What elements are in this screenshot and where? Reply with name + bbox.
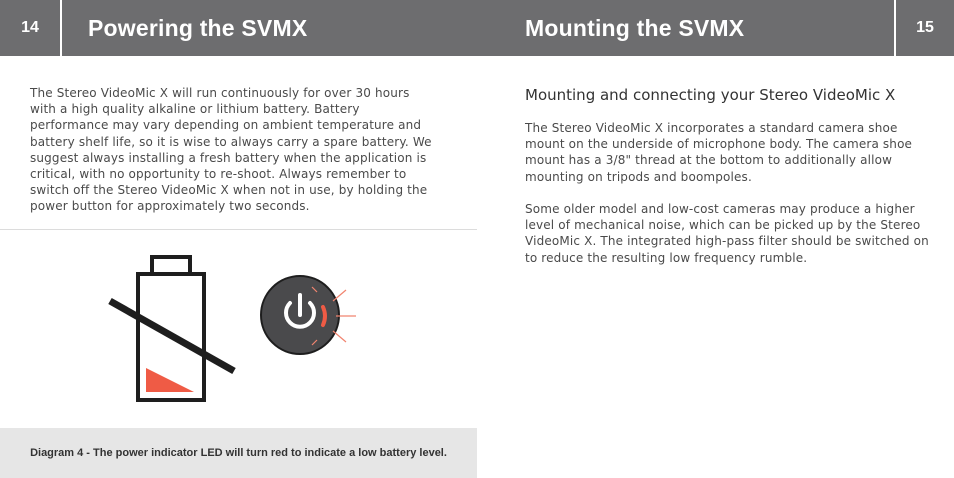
- mounting-paragraph-1: [525, 120, 930, 185]
- right-page-title: Mounting the SVMX: [525, 14, 745, 41]
- battery-paragraph-text: The Stereo VideoMic X will run continuously for over 30 hours with a high quality alkaline or lithium battery. Battery performance may vary depending on ambient temperature and battery shelf life, so it is wise to always carry a spare battery. We suggest always installing a fresh battery when the application is critical, with no opportunity to re-shoot. Always remember to switch off the Stereo VideoMic X when not in use, by holding the power button for approximately two seconds.: [30, 86, 432, 214]
- mounting-subheading: Mounting and connecting your Stereo VideoMic X: [525, 86, 896, 104]
- page-header: [0, 0, 954, 56]
- mounting-paragraph-1-text: The Stereo VideoMic X incorporates a standard camera shoe mount on the underside of microphone body. The camera shoe mount has a 3/8" thread at the bottom to additionally allow mounting on tripods and boompoles.: [525, 121, 913, 184]
- low-battery-diagram: [100, 245, 370, 410]
- diagram-caption-box: [0, 428, 477, 478]
- battery-icon: [110, 257, 234, 400]
- section-divider: [0, 229, 477, 230]
- left-page-number: 14: [0, 0, 62, 56]
- battery-strike-line: [110, 301, 234, 371]
- left-page-title: Powering the SVMX: [88, 14, 308, 41]
- power-button-icon: [261, 276, 356, 354]
- battery-paragraph: [30, 85, 435, 215]
- mounting-paragraph-2-text: Some older model and low-cost cameras may produce a higher level of mechanical noise, which can be picked up by the Stereo VideoMic X. The integrated high-pass filter should be switched on to reduce the resulting low frequency rumble.: [525, 202, 929, 265]
- diagram-caption: Diagram 4 - The power indicator LED will turn red to indicate a low battery level.: [30, 447, 447, 459]
- right-page-number: 15: [894, 0, 954, 56]
- led-indicator: [323, 307, 325, 325]
- mounting-paragraph-2: [525, 201, 935, 266]
- low-charge-fill: [146, 368, 194, 392]
